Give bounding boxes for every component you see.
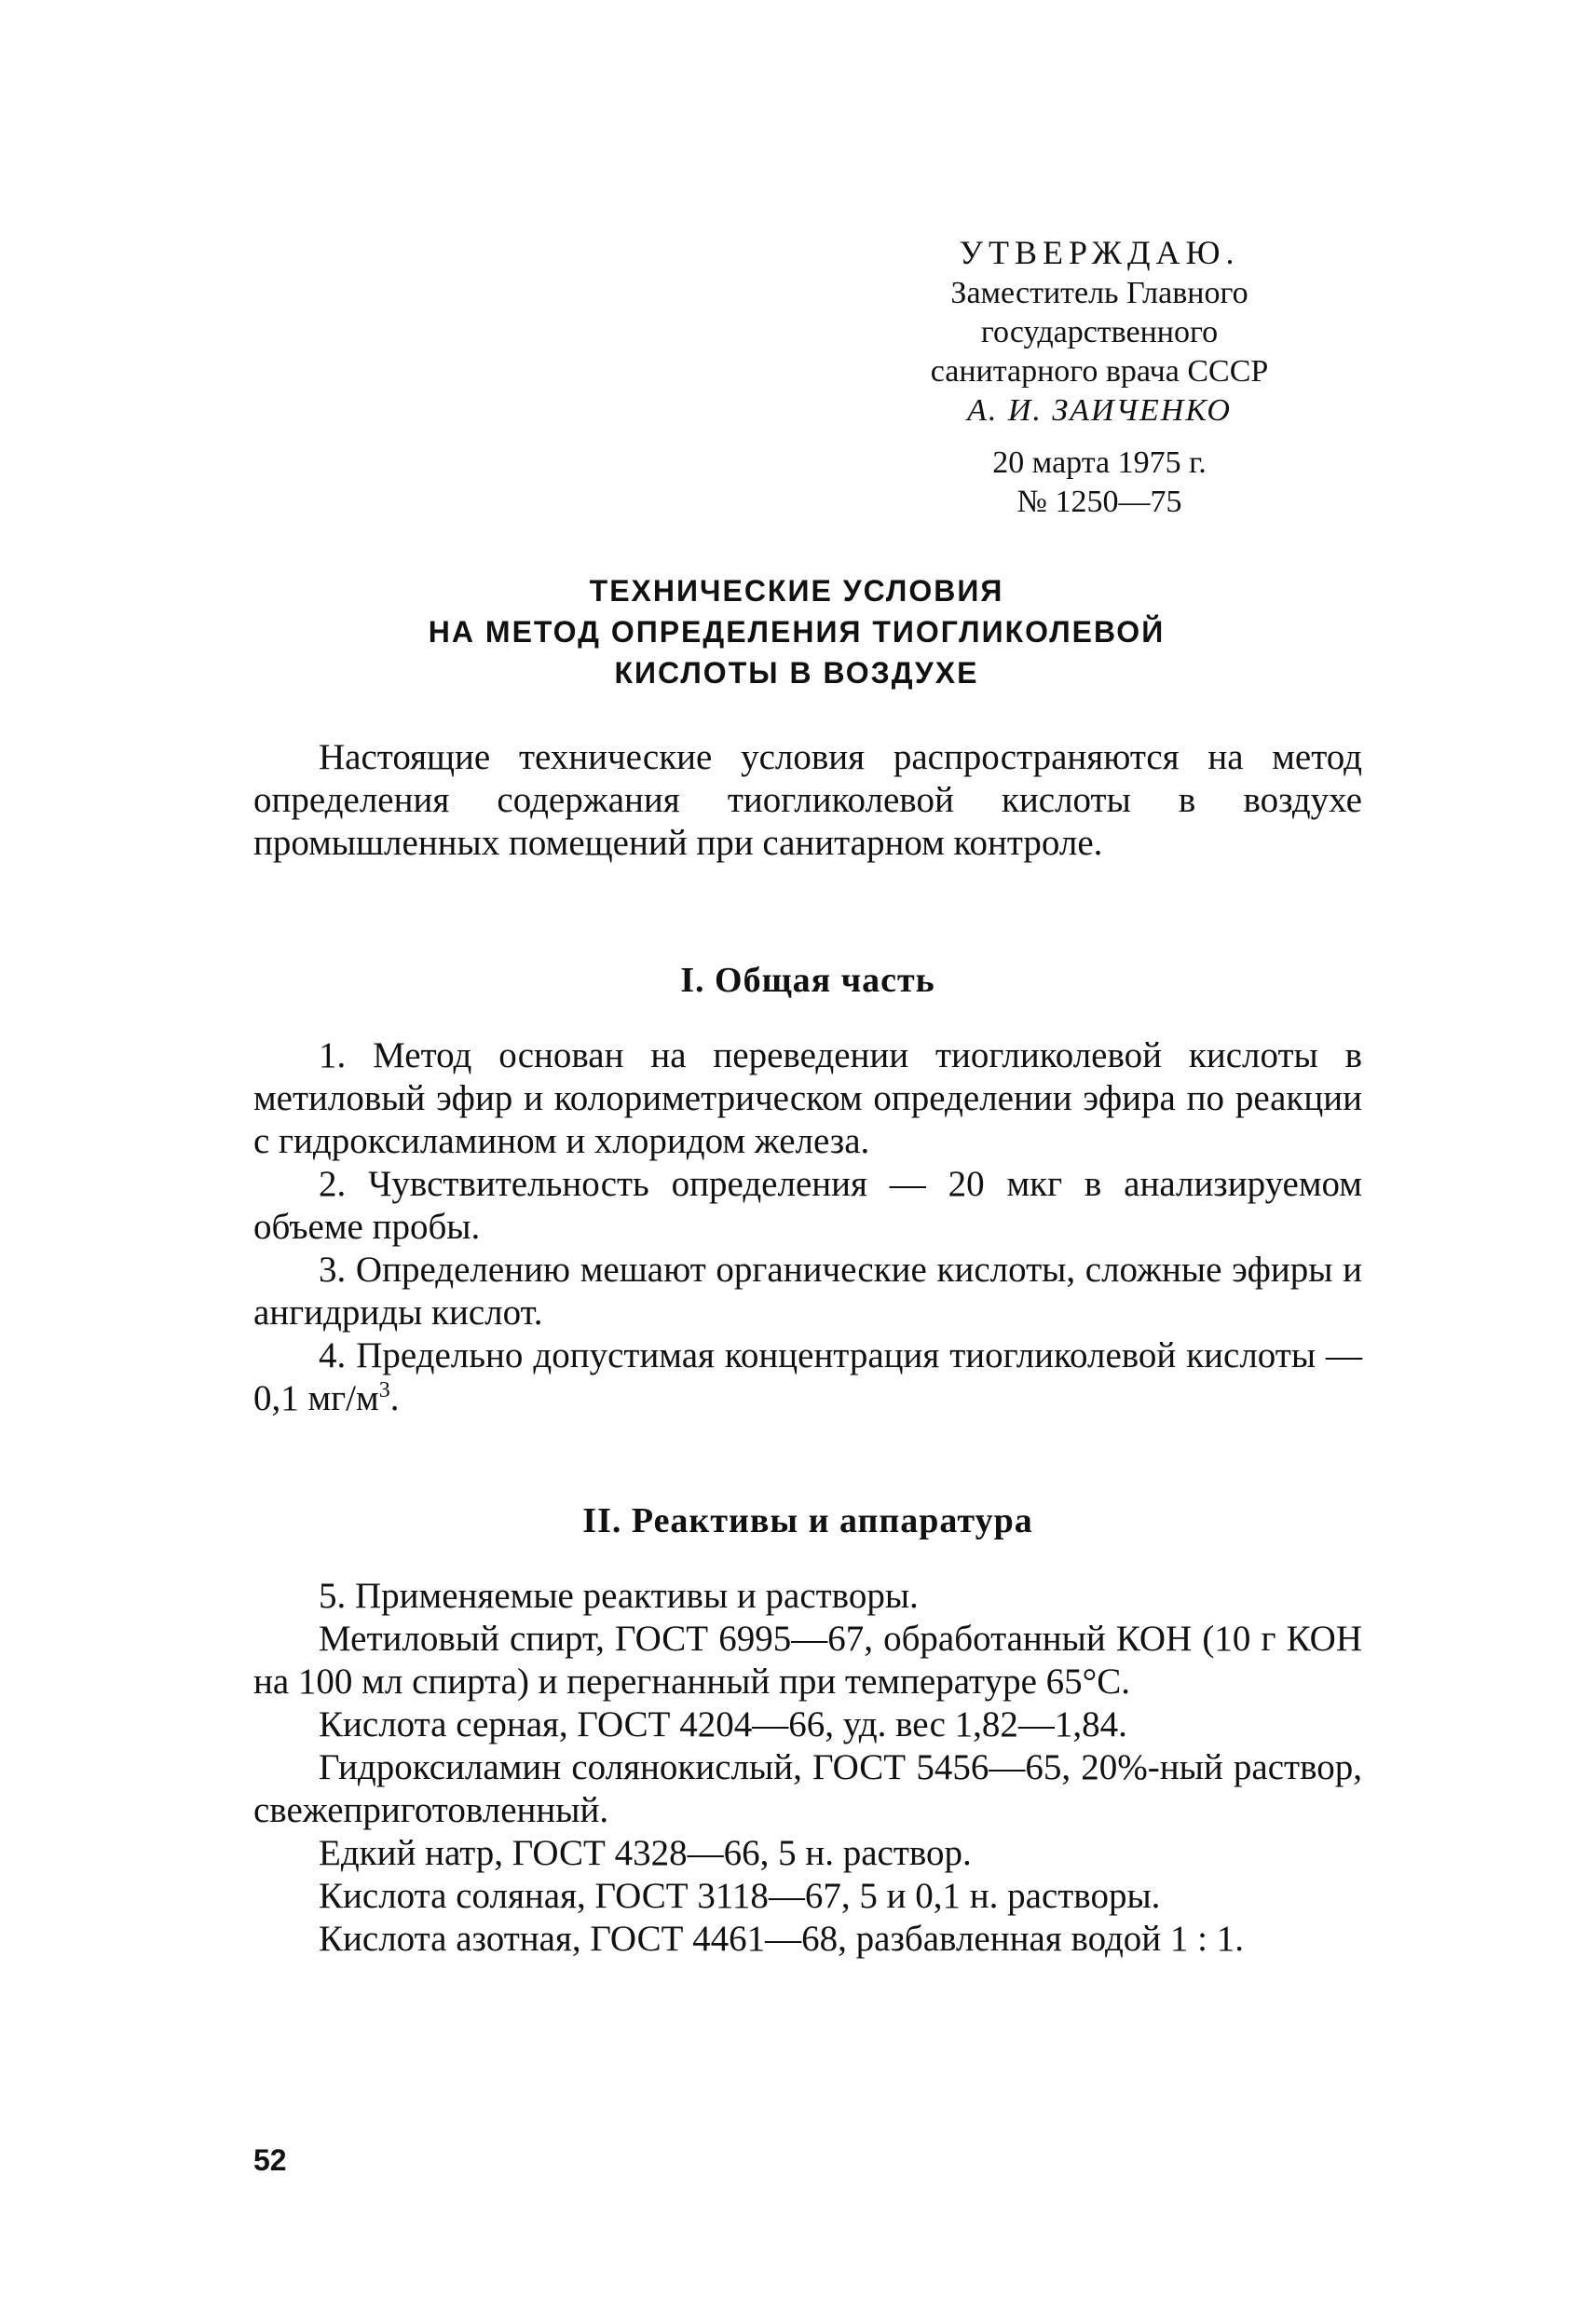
section-2-item-2: Метиловый спирт, ГОСТ 6995—67, обработанный КОН (10 г КОН на 100 мл спирта) и перегнанный при температуре 65°С. bbox=[253, 1619, 1362, 1702]
page-number: 52 bbox=[253, 2143, 287, 2177]
section-2-heading: II. Реактивы и аппаратура bbox=[582, 1501, 1033, 1540]
section-2-item-5: Едкий натр, ГОСТ 4328—66, 5 н. раствор. bbox=[319, 1833, 972, 1873]
title-line-2: НА МЕТОД ОПРЕДЕЛЕНИЯ ТИОГЛИКОЛЕВОЙ bbox=[428, 615, 1166, 649]
approval-line-3: санитарного врача СССР bbox=[930, 354, 1269, 389]
section-1-item-1: 1. Метод основан на переведении тиогликолевой кислоты в метиловый эфир и колориметрическом определении эфира по реакции с гидроксиламином и хлоридом железа. bbox=[253, 1035, 1362, 1161]
section-2-body bbox=[253, 1575, 1362, 1961]
approval-date: 20 марта 1975 г. bbox=[992, 445, 1207, 480]
intro-paragraph-block bbox=[253, 736, 1362, 865]
approval-heading: УТВЕРЖДАЮ. bbox=[959, 234, 1240, 271]
item-4-end: . bbox=[389, 1378, 400, 1418]
title-line-3: КИСЛОТЫ В ВОЗДУХЕ bbox=[614, 656, 979, 690]
section-2-item-4: Гидроксиламин солянокислый, ГОСТ 5456—65, 20%-ный раствор, свежеприготовленный. bbox=[253, 1747, 1362, 1830]
intro-paragraph: Настоящие технические условия распространяются на метод определения содержания тиогликолевой кислоты в воздухе промышленных помещений при санитарном контроле. bbox=[253, 737, 1362, 863]
approval-line-2: государственного bbox=[980, 315, 1219, 349]
section-2-item-6: Кислота соляная, ГОСТ 3118—67, 5 и 0,1 н. растворы. bbox=[319, 1876, 1161, 1916]
approval-line-1: Заместитель Главного bbox=[950, 276, 1248, 310]
section-1-heading: I. Общая часть bbox=[680, 961, 935, 1000]
item-4-superscript: 3 bbox=[378, 1378, 390, 1402]
section-2-item-1: 5. Применяемые реактивы и растворы. bbox=[319, 1576, 919, 1616]
section-2-item-7: Кислота азотная, ГОСТ 4461—68, разбавленная водой 1 : 1. bbox=[319, 1919, 1245, 1959]
approval-number: № 1250—75 bbox=[1016, 485, 1182, 519]
section-1-body bbox=[253, 1034, 1362, 1420]
approver-name: А. И. ЗАИЧЕНКО bbox=[967, 393, 1232, 428]
item-4-text: 4. Предельно допустимая концентрация тиогликолевой кислоты — 0,1 мг/м bbox=[253, 1335, 1362, 1418]
section-1-item-4 bbox=[253, 1334, 1362, 1420]
title-line-1: ТЕХНИЧЕСКИЕ УСЛОВИЯ bbox=[589, 574, 1004, 608]
document-title bbox=[280, 570, 1314, 693]
section-2-item-3: Кислота серная, ГОСТ 4204—66, уд. вес 1,82—1,84. bbox=[319, 1704, 1127, 1744]
section-1-item-2: 2. Чувствительность определения — 20 мкг в анализируемом объеме пробы. bbox=[253, 1164, 1362, 1247]
section-1-item-3: 3. Определению мешают органические кислоты, сложные эфиры и ангидриды кислот. bbox=[253, 1250, 1362, 1333]
approval-block bbox=[876, 233, 1323, 522]
